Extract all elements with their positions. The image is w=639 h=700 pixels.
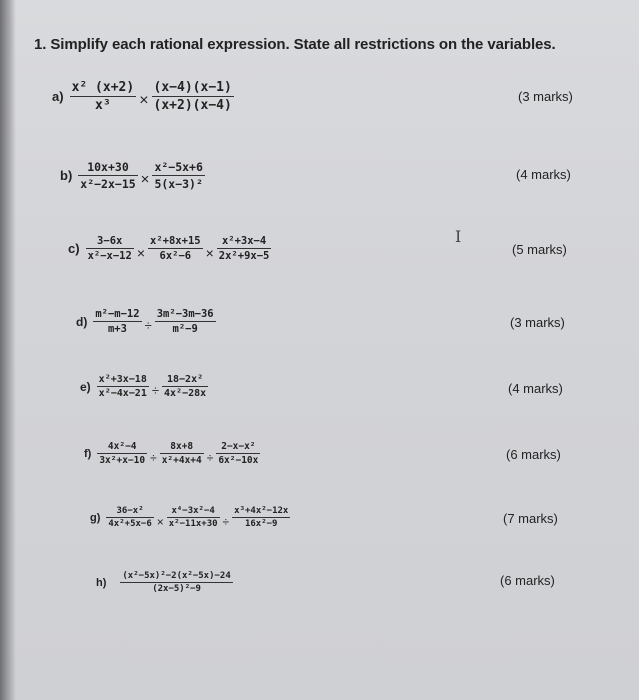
denominator: x³ bbox=[95, 98, 111, 113]
denominator: (x+2)(x−4) bbox=[153, 98, 232, 113]
denominator: 4x²−28x bbox=[163, 388, 207, 399]
denominator: 4x²+5x−6 bbox=[108, 519, 152, 529]
denominator: (2x−5)²−9 bbox=[152, 584, 201, 594]
marks-e: (4 marks) bbox=[508, 381, 563, 396]
fraction bbox=[78, 160, 137, 191]
numerator: 10x+30 bbox=[87, 160, 129, 174]
marks-d: (3 marks) bbox=[510, 315, 565, 330]
numerator: m²−m−12 bbox=[95, 308, 140, 320]
problem-e bbox=[80, 374, 208, 399]
numerator: x²−5x+6 bbox=[154, 160, 203, 174]
denominator: x²−11x+30 bbox=[168, 519, 218, 529]
numerator: 8x+8 bbox=[170, 441, 194, 452]
marks-c: (5 marks) bbox=[512, 242, 567, 257]
denominator: m+3 bbox=[107, 323, 127, 335]
fraction bbox=[152, 80, 234, 113]
fraction bbox=[155, 308, 216, 335]
fraction bbox=[70, 80, 137, 113]
fraction bbox=[216, 441, 260, 466]
numerator: 18−2x² bbox=[167, 374, 204, 385]
fraction bbox=[152, 160, 204, 191]
times-operator: × bbox=[156, 514, 164, 529]
fraction bbox=[148, 235, 203, 262]
divide-operator: ÷ bbox=[222, 514, 230, 529]
denominator: 2x²+9x−5 bbox=[218, 250, 270, 262]
numerator: (x²−5x)²−2(x²−5x)−24 bbox=[122, 571, 231, 581]
marks-b: (4 marks) bbox=[516, 167, 571, 182]
fraction bbox=[162, 374, 208, 399]
numerator: 3m²−3m−36 bbox=[156, 308, 214, 320]
denominator: x²−x−12 bbox=[87, 250, 132, 262]
marks-g: (7 marks) bbox=[503, 511, 558, 526]
denominator: 6x²−10x bbox=[218, 455, 259, 466]
numerator: x²+3x−18 bbox=[98, 374, 147, 385]
denominator: x²−2x−15 bbox=[80, 177, 136, 191]
problem-label: h) bbox=[96, 576, 107, 589]
times-operator: × bbox=[205, 244, 214, 261]
problem-h bbox=[96, 571, 233, 594]
denominator: 16x²−9 bbox=[244, 519, 278, 529]
fraction bbox=[86, 235, 134, 262]
problem-label: a) bbox=[52, 89, 64, 104]
fraction bbox=[160, 441, 204, 466]
numerator: x²+8x+15 bbox=[150, 235, 201, 247]
problem-f bbox=[84, 441, 260, 466]
problem-label: d) bbox=[76, 314, 88, 329]
times-operator: × bbox=[140, 171, 150, 188]
numerator: 36−x² bbox=[116, 506, 144, 516]
fraction bbox=[97, 374, 149, 399]
problem-label: c) bbox=[68, 241, 80, 256]
problem-c bbox=[68, 235, 271, 262]
marks-f: (6 marks) bbox=[506, 447, 561, 462]
numerator: x² (x+2) bbox=[71, 80, 135, 95]
numerator: 2−x−x² bbox=[221, 441, 256, 452]
divide-operator: ÷ bbox=[144, 318, 152, 333]
fraction bbox=[167, 506, 220, 529]
fraction bbox=[120, 571, 232, 594]
problem-g bbox=[90, 506, 290, 529]
numerator: 3−6x bbox=[97, 235, 123, 247]
marks-h: (6 marks) bbox=[500, 573, 555, 588]
problem-label: g) bbox=[90, 511, 101, 524]
marks-a: (3 marks) bbox=[518, 89, 573, 104]
fraction bbox=[217, 235, 272, 262]
numerator: x⁴−3x²−4 bbox=[171, 506, 215, 516]
problem-b bbox=[60, 160, 205, 191]
question-heading: 1. Simplify each rational expression. State all restrictions on the variables. bbox=[34, 36, 556, 53]
text-cursor-icon: I bbox=[455, 227, 462, 246]
times-operator: × bbox=[136, 244, 146, 261]
fraction bbox=[232, 506, 290, 529]
denominator: 6x²−6 bbox=[159, 250, 192, 262]
fraction bbox=[93, 308, 141, 335]
problem-label: f) bbox=[84, 447, 92, 460]
denominator: x²+4x+4 bbox=[161, 455, 202, 466]
problem-label: e) bbox=[80, 379, 91, 394]
fraction bbox=[106, 506, 153, 529]
denominator: m²−9 bbox=[172, 323, 198, 335]
numerator: 4x²−4 bbox=[107, 441, 137, 452]
denominator: x²−4x−21 bbox=[98, 388, 147, 399]
denominator: 5(x−3)² bbox=[154, 177, 203, 191]
numerator: (x−4)(x−1) bbox=[153, 80, 232, 95]
divide-operator: ÷ bbox=[151, 383, 159, 398]
problem-label: b) bbox=[60, 168, 73, 183]
numerator: x³+4x²−12x bbox=[234, 506, 289, 516]
divide-operator: ÷ bbox=[150, 450, 157, 465]
photo-shadow-edge bbox=[0, 0, 16, 700]
fraction bbox=[97, 441, 147, 466]
times-operator: × bbox=[139, 91, 149, 109]
problem-a bbox=[52, 80, 234, 113]
numerator: x²+3x−4 bbox=[221, 235, 267, 247]
divide-operator: ÷ bbox=[206, 450, 214, 465]
problem-d bbox=[76, 308, 216, 335]
denominator: 3x²+x−10 bbox=[99, 455, 146, 466]
